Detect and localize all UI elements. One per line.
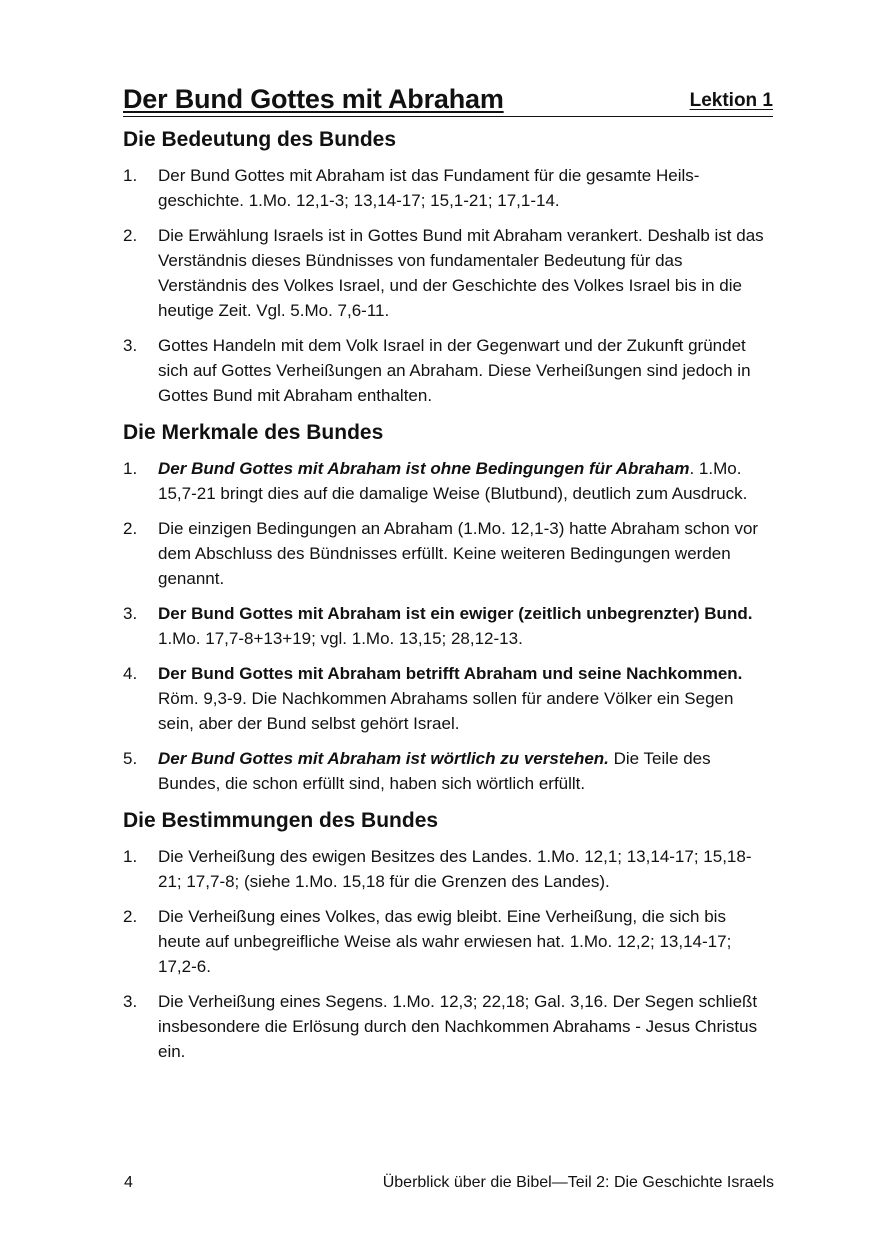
item-number: 3. — [123, 604, 138, 623]
item-number: 1. — [123, 847, 138, 866]
item-text: Der Bund Gottes mit Abraham ist das Fundament für die gesamte Heils-geschichte. 1.Mo. 12,1-3; 13,14-17; 15,1-21; 17,1-14. — [158, 166, 700, 210]
item-lead: Der Bund Gottes mit Abraham ist ohne Bedingungen für Abraham — [158, 459, 690, 478]
item-number: 1. — [123, 166, 138, 185]
section-heading-bestimmungen: Die Bestimmungen des Bundes — [123, 809, 439, 832]
item-text: . 1.Mo. 15,7-21 bringt dies auf die damalige Weise (Blutbund), deutlich zum Ausdruck. — [158, 459, 748, 503]
item-text: Die Teile des Bundes, die schon erfüllt sind, haben sich wörtlich erfüllt. — [158, 749, 711, 793]
list-item — [123, 904, 773, 979]
page-footer — [124, 1172, 774, 1194]
item-lead: Der Bund Gottes mit Abraham ist wörtlich zu verstehen. — [158, 749, 609, 768]
item-number: 5. — [123, 749, 138, 768]
list-item — [123, 844, 773, 894]
item-number: 2. — [123, 907, 138, 926]
item-number: 4. — [123, 664, 138, 683]
item-text: Die Verheißung eines Volkes, das ewig bleibt. Eine Verheißung, die sich bis heute auf unbegreifliche Weise als wahr erwiesen hat. 1.Mo. 12,2; 13,14-17; 17,2-6. — [158, 907, 732, 976]
item-body — [158, 601, 773, 651]
list-bestimmungen — [123, 844, 773, 1064]
list-item — [123, 601, 773, 651]
list-item — [123, 661, 773, 736]
item-text: Gottes Handeln mit dem Volk Israel in der Gegenwart und der Zukunft gründet sich auf Gottes Verheißungen an Abraham. Diese Verheißungen sind jedoch in Gottes Bund mit Abraham enthalten. — [158, 336, 751, 405]
list-item — [123, 746, 773, 796]
item-number: 3. — [123, 992, 138, 1011]
lesson-label: Lektion 1 — [689, 90, 773, 111]
document-page — [123, 84, 773, 1074]
item-number: 3. — [123, 336, 138, 355]
item-number: 2. — [123, 226, 138, 245]
item-number: 2. — [123, 519, 138, 538]
item-body — [158, 456, 773, 506]
item-text: 1.Mo. 17,7-8+13+19; vgl. 1.Mo. 13,15; 28,12-13. — [158, 629, 523, 648]
list-item — [123, 456, 773, 506]
section-heading-merkmale: Die Merkmale des Bundes — [123, 421, 384, 444]
item-lead: Der Bund Gottes mit Abraham ist ein ewiger (zeitlich unbegrenzter) Bund. — [158, 604, 753, 623]
item-text: Die Erwählung Israels ist in Gottes Bund mit Abraham verankert. Deshalb ist das Verständnis dieses Bündnisses von fundamentaler Bedeutung für das Verständnis des Volkes Israel, und der Geschichte des Volkes Israel bis in die heutige Zeit. Vgl. 5.Mo. 7,6-11. — [158, 226, 764, 320]
page-title: Der Bund Gottes mit Abraham — [123, 84, 504, 114]
list-item — [123, 989, 773, 1064]
list-item — [123, 516, 773, 591]
list-item — [123, 333, 773, 408]
item-body — [158, 661, 773, 736]
list-item — [123, 223, 773, 323]
list-bedeutung — [123, 163, 773, 408]
item-text: Die Verheißung eines Segens. 1.Mo. 12,3; 22,18; Gal. 3,16. Der Segen schließt insbesondere die Erlösung durch den Nachkommen Abrahams - Jesus Christus ein. — [158, 992, 758, 1061]
list-item — [123, 163, 773, 213]
item-text: Röm. 9,3-9. Die Nachkommen Abrahams sollen für andere Völker ein Segen sein, aber der Bund selbst gehört Israel. — [158, 689, 734, 733]
footer-book-title: Überblick über die Bibel—Teil 2: Die Geschichte Israels — [382, 1174, 774, 1191]
item-text: Die einzigen Bedingungen an Abraham (1.Mo. 12,1-3) hatte Abraham schon vor dem Abschluss des Bündnisses erfüllt. Keine weiteren Bedingungen werden genannt. — [158, 519, 759, 588]
page-number: 4 — [124, 1174, 133, 1191]
section-heading-bedeutung: Die Bedeutung des Bundes — [123, 128, 397, 151]
item-text: Die Verheißung des ewigen Besitzes des Landes. 1.Mo. 12,1; 13,14-17; 15,18-21; 17,7-8; (siehe 1.Mo. 15,18 für die Grenzen des Landes). — [158, 847, 752, 891]
list-merkmale — [123, 456, 773, 796]
title-row — [123, 84, 773, 117]
item-number: 1. — [123, 459, 138, 478]
item-body — [158, 746, 773, 796]
item-lead: Der Bund Gottes mit Abraham betrifft Abraham und seine Nachkommen. — [158, 664, 743, 683]
